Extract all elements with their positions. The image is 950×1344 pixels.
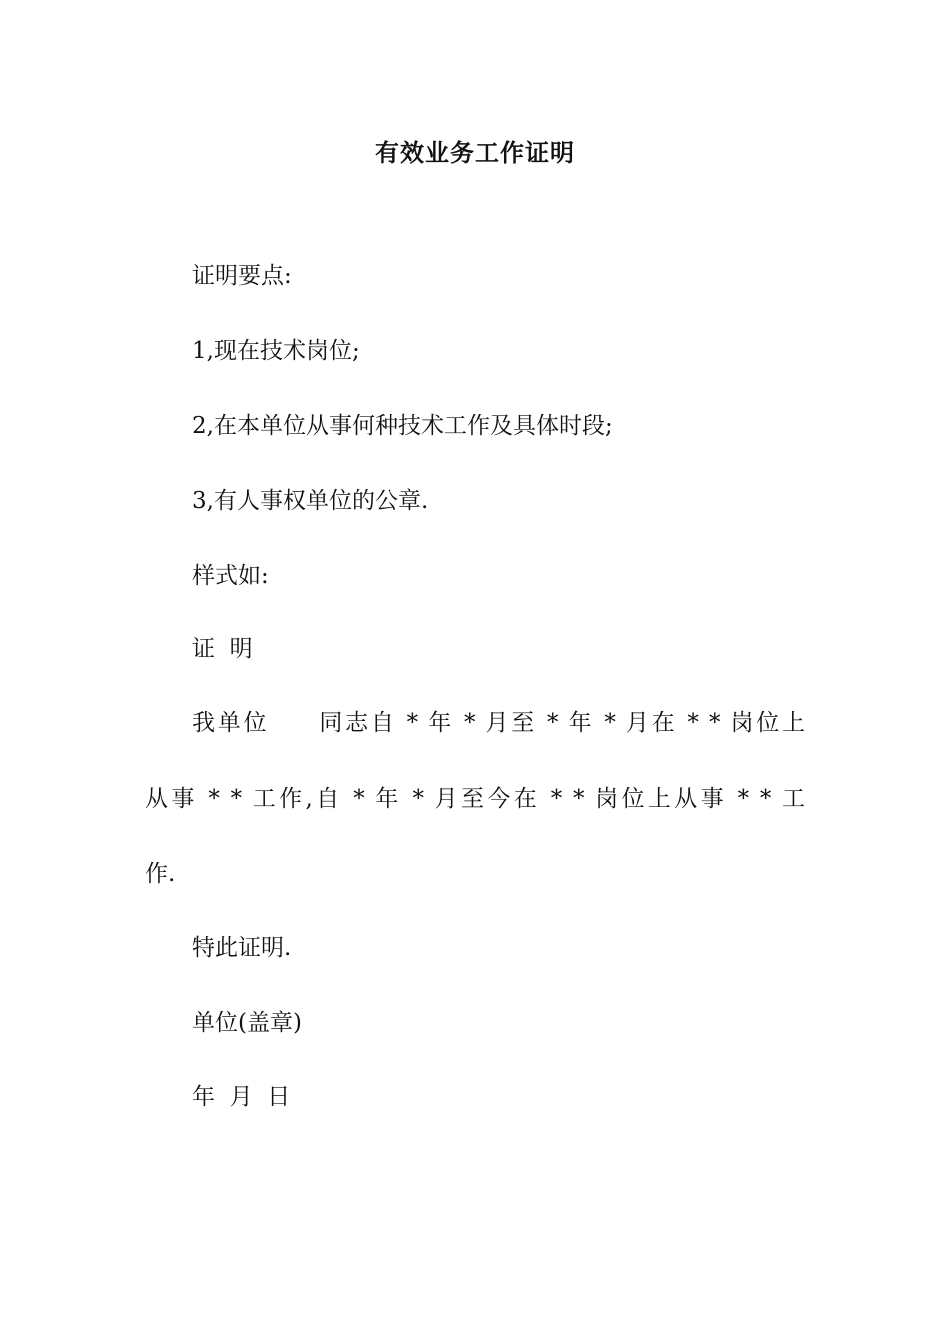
sample-intro: 样式如: — [192, 563, 269, 589]
point-item-1: 1,现在技术岗位; — [192, 338, 360, 364]
certificate-heading: 证 明 — [192, 636, 253, 662]
closing-statement: 特此证明. — [192, 935, 292, 961]
seal-line: 单位(盖章) — [192, 1010, 302, 1036]
certificate-body-line-2: 从事 * * 工作,自 * 年 * 月至今在 * * 岗位上从事 * * 工 — [145, 786, 805, 812]
point-item-3: 3,有人事权单位的公章. — [192, 488, 429, 514]
certificate-body-line-3: 作. — [145, 861, 176, 887]
date-line: 年 月 日 — [192, 1084, 291, 1110]
document-title: 有效业务工作证明 — [375, 138, 575, 167]
points-heading: 证明要点: — [192, 263, 292, 289]
point-item-2: 2,在本单位从事何种技术工作及具体时段; — [192, 413, 613, 439]
certificate-body-line-1: 我单位 同志自 * 年 * 月至 * 年 * 月在 * * 岗位上 — [192, 710, 805, 736]
